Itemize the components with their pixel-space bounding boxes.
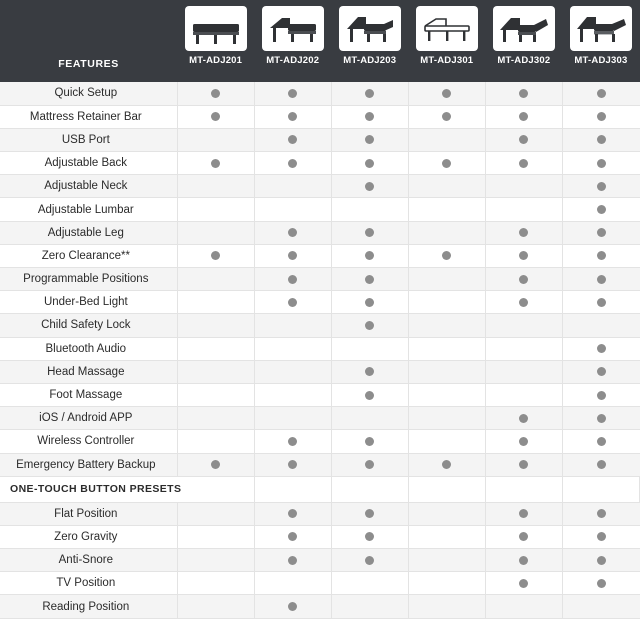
included-dot-icon	[288, 437, 297, 446]
feature-absent-cell	[485, 198, 562, 221]
adjustable-bed-frame-wireframe-icon	[416, 6, 478, 51]
feature-absent-cell	[254, 572, 331, 595]
table-row	[0, 453, 640, 476]
table-section-spacer-cell	[331, 476, 408, 502]
adjustable-bed-frame-zero-gravity-icon	[493, 6, 555, 51]
included-dot-icon	[597, 437, 606, 446]
feature-included-cell	[331, 152, 408, 175]
table-row	[0, 244, 640, 267]
feature-label: Emergency Battery Backup	[0, 453, 177, 476]
included-dot-icon	[442, 89, 451, 98]
feature-included-cell	[254, 82, 331, 105]
table-section-row	[0, 476, 640, 502]
included-dot-icon	[597, 367, 606, 376]
feature-included-cell	[331, 549, 408, 572]
included-dot-icon	[519, 556, 528, 565]
feature-included-cell	[485, 244, 562, 267]
feature-absent-cell	[254, 175, 331, 198]
included-dot-icon	[365, 275, 374, 284]
feature-included-cell	[562, 221, 639, 244]
feature-included-cell	[485, 128, 562, 151]
included-dot-icon	[597, 135, 606, 144]
feature-included-cell	[562, 337, 639, 360]
product-label-2: MT-ADJ202	[266, 55, 320, 66]
included-dot-icon	[519, 228, 528, 237]
table-row	[0, 268, 640, 291]
included-dot-icon	[597, 509, 606, 518]
table-section-spacer-cell	[485, 476, 562, 502]
feature-included-cell	[485, 221, 562, 244]
feature-absent-cell	[254, 383, 331, 406]
feature-absent-cell	[177, 198, 254, 221]
feature-included-cell	[562, 128, 639, 151]
feature-absent-cell	[177, 407, 254, 430]
product-column-header-2[interactable]	[254, 0, 331, 82]
feature-absent-cell	[408, 407, 485, 430]
table-row	[0, 430, 640, 453]
feature-included-cell	[331, 453, 408, 476]
feature-absent-cell	[254, 360, 331, 383]
feature-absent-cell	[408, 549, 485, 572]
feature-absent-cell	[177, 383, 254, 406]
feature-absent-cell	[331, 572, 408, 595]
included-dot-icon	[519, 275, 528, 284]
feature-included-cell	[331, 82, 408, 105]
included-dot-icon	[288, 159, 297, 168]
feature-label: Mattress Retainer Bar	[0, 105, 177, 128]
feature-included-cell	[562, 453, 639, 476]
feature-absent-cell	[485, 360, 562, 383]
included-dot-icon	[442, 251, 451, 260]
feature-included-cell	[408, 82, 485, 105]
feature-absent-cell	[254, 314, 331, 337]
feature-included-cell	[177, 105, 254, 128]
included-dot-icon	[597, 89, 606, 98]
adjustable-bed-frame-head-raised-icon	[262, 6, 324, 51]
feature-included-cell	[562, 291, 639, 314]
feature-absent-cell	[177, 221, 254, 244]
feature-absent-cell	[408, 383, 485, 406]
included-dot-icon	[365, 367, 374, 376]
feature-included-cell	[254, 525, 331, 548]
included-dot-icon	[597, 159, 606, 168]
included-dot-icon	[597, 391, 606, 400]
product-column-header-3[interactable]	[331, 0, 408, 82]
included-dot-icon	[597, 298, 606, 307]
included-dot-icon	[365, 89, 374, 98]
feature-included-cell	[485, 105, 562, 128]
included-dot-icon	[519, 112, 528, 121]
table-section-spacer-cell	[254, 476, 331, 502]
included-dot-icon	[211, 89, 220, 98]
table-section-label: ONE-TOUCH BUTTON PRESETS	[0, 476, 177, 502]
included-dot-icon	[597, 251, 606, 260]
table-body	[0, 82, 640, 618]
feature-absent-cell	[562, 595, 639, 618]
feature-absent-cell	[408, 314, 485, 337]
feature-included-cell	[254, 595, 331, 618]
feature-absent-cell	[177, 430, 254, 453]
feature-absent-cell	[408, 525, 485, 548]
feature-absent-cell	[177, 337, 254, 360]
feature-absent-cell	[485, 383, 562, 406]
included-dot-icon	[365, 135, 374, 144]
included-dot-icon	[597, 228, 606, 237]
included-dot-icon	[211, 159, 220, 168]
feature-absent-cell	[408, 175, 485, 198]
included-dot-icon	[211, 112, 220, 121]
table-row	[0, 337, 640, 360]
feature-absent-cell	[408, 595, 485, 618]
table-section-spacer-cell	[177, 476, 254, 502]
included-dot-icon	[365, 182, 374, 191]
included-dot-icon	[288, 251, 297, 260]
included-dot-icon	[365, 509, 374, 518]
feature-included-cell	[562, 407, 639, 430]
table-row	[0, 221, 640, 244]
included-dot-icon	[597, 205, 606, 214]
feature-label: Under-Bed Light	[0, 291, 177, 314]
feature-label: Wireless Controller	[0, 430, 177, 453]
included-dot-icon	[288, 112, 297, 121]
feature-absent-cell	[177, 572, 254, 595]
feature-absent-cell	[177, 525, 254, 548]
included-dot-icon	[365, 251, 374, 260]
included-dot-icon	[519, 251, 528, 260]
table-row	[0, 314, 640, 337]
feature-label: TV Position	[0, 572, 177, 595]
included-dot-icon	[211, 460, 220, 469]
feature-absent-cell	[331, 337, 408, 360]
feature-label: Child Safety Lock	[0, 314, 177, 337]
feature-included-cell	[331, 221, 408, 244]
feature-absent-cell	[254, 407, 331, 430]
included-dot-icon	[597, 460, 606, 469]
feature-included-cell	[408, 244, 485, 267]
included-dot-icon	[442, 460, 451, 469]
included-dot-icon	[365, 112, 374, 121]
feature-label: Adjustable Neck	[0, 175, 177, 198]
included-dot-icon	[365, 460, 374, 469]
feature-absent-cell	[408, 360, 485, 383]
feature-included-cell	[562, 430, 639, 453]
feature-included-cell	[485, 453, 562, 476]
table-row	[0, 82, 640, 105]
included-dot-icon	[288, 532, 297, 541]
feature-absent-cell	[408, 198, 485, 221]
included-dot-icon	[597, 344, 606, 353]
feature-absent-cell	[408, 502, 485, 525]
adjustable-bed-frame-head-raised-legs-icon	[339, 6, 401, 51]
table-row	[0, 152, 640, 175]
feature-absent-cell	[485, 337, 562, 360]
table-row	[0, 525, 640, 548]
feature-included-cell	[485, 525, 562, 548]
feature-included-cell	[331, 291, 408, 314]
feature-included-cell	[485, 430, 562, 453]
feature-absent-cell	[408, 572, 485, 595]
feature-absent-cell	[485, 595, 562, 618]
feature-included-cell	[254, 128, 331, 151]
feature-absent-cell	[408, 430, 485, 453]
feature-included-cell	[562, 82, 639, 105]
feature-label: Adjustable Back	[0, 152, 177, 175]
feature-included-cell	[331, 430, 408, 453]
included-dot-icon	[597, 112, 606, 121]
feature-included-cell	[485, 82, 562, 105]
included-dot-icon	[288, 275, 297, 284]
feature-absent-cell	[408, 291, 485, 314]
table-row	[0, 407, 640, 430]
feature-included-cell	[331, 268, 408, 291]
feature-absent-cell	[485, 175, 562, 198]
feature-label: Quick Setup	[0, 82, 177, 105]
feature-label: Reading Position	[0, 595, 177, 618]
included-dot-icon	[519, 89, 528, 98]
included-dot-icon	[365, 228, 374, 237]
included-dot-icon	[442, 159, 451, 168]
included-dot-icon	[365, 532, 374, 541]
feature-included-cell	[485, 291, 562, 314]
product-column-header-5[interactable]	[485, 0, 562, 82]
table-section-spacer-cell	[562, 476, 639, 502]
product-label-4: MT-ADJ301	[420, 55, 474, 66]
adjustable-bed-frame-premium-icon	[570, 6, 632, 51]
feature-included-cell	[254, 244, 331, 267]
included-dot-icon	[519, 437, 528, 446]
product-column-header-4[interactable]	[408, 0, 485, 82]
adjustable-bed-frame-flat-icon	[185, 6, 247, 51]
feature-included-cell	[331, 314, 408, 337]
included-dot-icon	[288, 509, 297, 518]
table-row	[0, 595, 640, 618]
included-dot-icon	[519, 135, 528, 144]
feature-absent-cell	[177, 128, 254, 151]
feature-included-cell	[408, 152, 485, 175]
feature-label: Zero Gravity	[0, 525, 177, 548]
included-dot-icon	[597, 182, 606, 191]
included-dot-icon	[365, 556, 374, 565]
feature-absent-cell	[177, 595, 254, 618]
included-dot-icon	[519, 159, 528, 168]
included-dot-icon	[365, 159, 374, 168]
feature-included-cell	[562, 268, 639, 291]
feature-absent-cell	[485, 314, 562, 337]
feature-included-cell	[562, 152, 639, 175]
included-dot-icon	[519, 298, 528, 307]
feature-label: Head Massage	[0, 360, 177, 383]
included-dot-icon	[211, 251, 220, 260]
feature-label: Bluetooth Audio	[0, 337, 177, 360]
feature-included-cell	[254, 268, 331, 291]
product-column-header-1[interactable]	[177, 0, 254, 82]
feature-included-cell	[331, 383, 408, 406]
feature-included-cell	[408, 453, 485, 476]
feature-absent-cell	[177, 314, 254, 337]
product-column-header-6[interactable]	[562, 0, 639, 82]
included-dot-icon	[365, 437, 374, 446]
feature-label: Adjustable Lumbar	[0, 198, 177, 221]
included-dot-icon	[288, 89, 297, 98]
feature-included-cell	[331, 105, 408, 128]
feature-included-cell	[485, 502, 562, 525]
table-row	[0, 383, 640, 406]
feature-included-cell	[562, 549, 639, 572]
table-row	[0, 175, 640, 198]
feature-included-cell	[485, 152, 562, 175]
feature-absent-cell	[562, 314, 639, 337]
feature-included-cell	[254, 221, 331, 244]
included-dot-icon	[365, 298, 374, 307]
feature-included-cell	[331, 525, 408, 548]
feature-absent-cell	[177, 360, 254, 383]
feature-included-cell	[485, 407, 562, 430]
feature-absent-cell	[254, 198, 331, 221]
table-row	[0, 549, 640, 572]
feature-absent-cell	[177, 291, 254, 314]
feature-included-cell	[562, 360, 639, 383]
table-row	[0, 291, 640, 314]
table-row	[0, 360, 640, 383]
feature-absent-cell	[331, 198, 408, 221]
table-row	[0, 128, 640, 151]
included-dot-icon	[519, 460, 528, 469]
included-dot-icon	[288, 602, 297, 611]
product-label-1: MT-ADJ201	[189, 55, 243, 66]
feature-absent-cell	[408, 337, 485, 360]
feature-included-cell	[254, 152, 331, 175]
feature-label: Adjustable Leg	[0, 221, 177, 244]
included-dot-icon	[519, 509, 528, 518]
included-dot-icon	[597, 414, 606, 423]
feature-absent-cell	[331, 407, 408, 430]
feature-included-cell	[562, 525, 639, 548]
feature-label: Zero Clearance**	[0, 244, 177, 267]
table-row	[0, 105, 640, 128]
feature-included-cell	[177, 82, 254, 105]
feature-label: USB Port	[0, 128, 177, 151]
included-dot-icon	[288, 135, 297, 144]
feature-included-cell	[331, 128, 408, 151]
feature-label: iOS / Android APP	[0, 407, 177, 430]
included-dot-icon	[442, 112, 451, 121]
table-header	[0, 0, 640, 82]
feature-label: Foot Massage	[0, 383, 177, 406]
feature-included-cell	[562, 244, 639, 267]
included-dot-icon	[365, 321, 374, 330]
table-header-row	[0, 0, 640, 82]
feature-included-cell	[254, 453, 331, 476]
feature-included-cell	[562, 572, 639, 595]
included-dot-icon	[597, 532, 606, 541]
feature-included-cell	[562, 383, 639, 406]
feature-included-cell	[562, 198, 639, 221]
feature-label: Anti-Snore	[0, 549, 177, 572]
feature-absent-cell	[254, 337, 331, 360]
feature-included-cell	[254, 502, 331, 525]
included-dot-icon	[519, 414, 528, 423]
feature-label: Programmable Positions	[0, 268, 177, 291]
feature-included-cell	[331, 360, 408, 383]
included-dot-icon	[519, 532, 528, 541]
feature-included-cell	[177, 244, 254, 267]
feature-included-cell	[254, 105, 331, 128]
feature-absent-cell	[408, 221, 485, 244]
included-dot-icon	[519, 579, 528, 588]
product-label-6: MT-ADJ303	[574, 55, 628, 66]
included-dot-icon	[597, 275, 606, 284]
feature-included-cell	[485, 268, 562, 291]
feature-included-cell	[254, 291, 331, 314]
feature-absent-cell	[177, 549, 254, 572]
feature-included-cell	[177, 152, 254, 175]
feature-absent-cell	[177, 268, 254, 291]
features-column-header: FEATURES	[0, 0, 177, 82]
feature-included-cell	[562, 175, 639, 198]
feature-included-cell	[254, 549, 331, 572]
feature-absent-cell	[177, 175, 254, 198]
feature-absent-cell	[408, 268, 485, 291]
feature-included-cell	[408, 105, 485, 128]
included-dot-icon	[365, 391, 374, 400]
feature-included-cell	[177, 453, 254, 476]
feature-absent-cell	[177, 502, 254, 525]
feature-included-cell	[331, 175, 408, 198]
feature-included-cell	[562, 502, 639, 525]
feature-absent-cell	[408, 128, 485, 151]
product-label-5: MT-ADJ302	[497, 55, 551, 66]
table-row	[0, 572, 640, 595]
included-dot-icon	[288, 228, 297, 237]
included-dot-icon	[288, 556, 297, 565]
feature-included-cell	[331, 244, 408, 267]
table-row	[0, 198, 640, 221]
feature-included-cell	[254, 430, 331, 453]
feature-included-cell	[562, 105, 639, 128]
table-row	[0, 502, 640, 525]
included-dot-icon	[597, 579, 606, 588]
feature-included-cell	[485, 549, 562, 572]
feature-included-cell	[485, 572, 562, 595]
included-dot-icon	[288, 460, 297, 469]
table-section-spacer-cell	[408, 476, 485, 502]
feature-label: Flat Position	[0, 502, 177, 525]
feature-included-cell	[331, 502, 408, 525]
feature-absent-cell	[331, 595, 408, 618]
product-label-3: MT-ADJ203	[343, 55, 397, 66]
included-dot-icon	[288, 298, 297, 307]
included-dot-icon	[597, 556, 606, 565]
